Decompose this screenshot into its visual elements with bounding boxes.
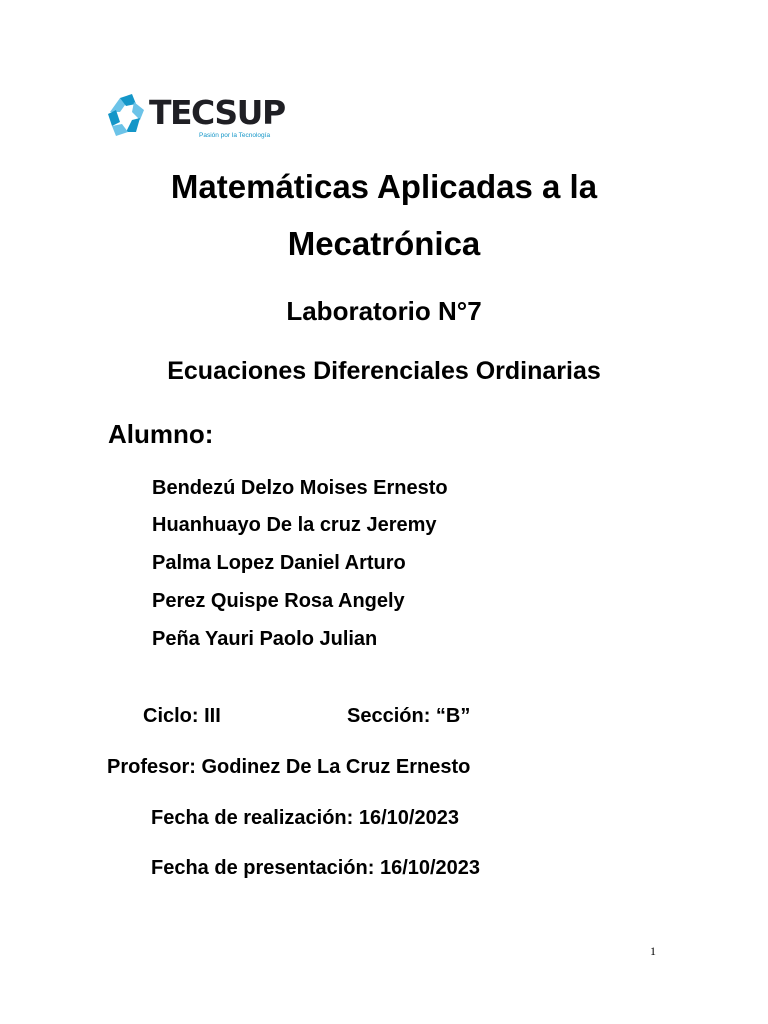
fecha-realizacion: Fecha de realización: 16/10/2023 [151,807,459,829]
fecha-presentacion: Fecha de presentación: 16/10/2023 [151,857,481,879]
students-heading: Alumno: [108,419,214,449]
student-name: Peña Yauri Paolo Julian [152,628,378,650]
lab-number: Laboratorio N°7 [286,296,482,326]
logo-tagline: Pasión por la Tecnología [199,132,271,139]
ciclo: Ciclo: III [143,705,221,727]
student-name: Perez Quispe Rosa Angely [152,590,405,612]
student-name: Huanhuayo De la cruz Jeremy [152,514,437,536]
lab-subject: Ecuaciones Diferenciales Ordinarias [167,357,601,385]
student-name: Palma Lopez Daniel Arturo [152,552,406,574]
tecsup-arrows-icon [106,92,148,138]
seccion: Sección: “B” [347,705,471,727]
logo-wordmark: TECSUP [149,93,285,132]
tecsup-logo [106,92,286,144]
profesor: Profesor: Godinez De La Cruz Ernesto [107,756,471,778]
page-number: 1 [650,944,656,958]
title-line-1: Matemáticas Aplicadas a la [170,168,598,205]
title-line-2: Mecatrónica [287,225,481,262]
student-name: Bendezú Delzo Moises Ernesto [152,477,448,499]
